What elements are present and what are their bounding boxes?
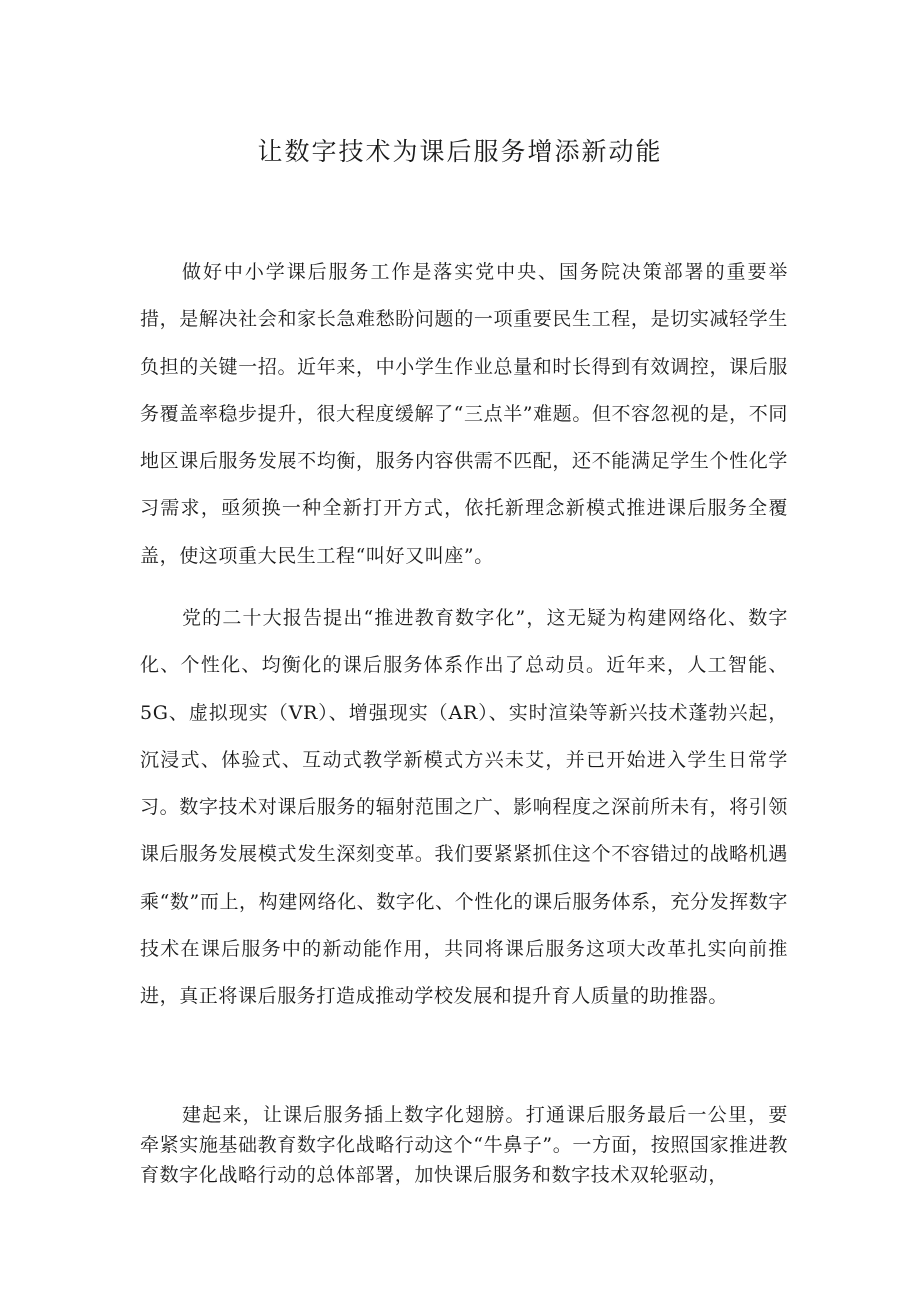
document-title: 让数字技术为课后服务增添新动能	[257, 137, 663, 166]
paragraph-3: 建起来，让课后服务插上数字化翅膀。打通课后服务最后一公里，要牵紧实施基础教育数字化战略行动这个“牛鼻子”。一方面，按照国家推进教育数字化战略行动的总体部署，加快课后服务和数字技术双轮驱动，	[140, 1104, 788, 1186]
paragraph-2: 党的二十大报告提出“推进教育数字化”，这无疑为构建网络化、数字化、个性化、均衡化的课后服务体系作出了总动员。近年来，人工智能、5G、虚拟现实（VR）、增强现实（AR）、实时渲染等新兴技术蓬勃兴起，沉浸式、体验式、互动式教学新模式方兴未艾，并已开始进入学生日常学习。数字技术对课后服务的辐射范围之广、影响程度之深前所未有，将引领课后服务发展模式发生深刻变革。我们要紧紧抓住这个不容错过的战略机遇乘“数”而上，构建网络化、数字化、个性化的课后服务体系，充分发挥数字技术在课后服务中的新动能作用，共同将课后服务这项大改革扎实向前推进，真正将课后服务打造成推动学校发展和提升育人质量的助推器。	[140, 607, 788, 1008]
paragraph-1: 做好中小学课后服务工作是落实党中央、国务院决策部署的重要举措，是解决社会和家长急难愁盼问题的一项重要民生工程，是切实减轻学生负担的关键一招。近年来，中小学生作业总量和时长得到有效调控，课后服务覆盖率稳步提升，很大程度缓解了“三点半”难题。但不容忽视的是，不同地区课后服务发展不均衡，服务内容供需不匹配，还不能满足学生个性化学习需求，亟须换一种全新打开方式，依托新理念新模式推进课后服务全覆盖，使这项重大民生工程“叫好又叫座”。	[140, 261, 788, 567]
